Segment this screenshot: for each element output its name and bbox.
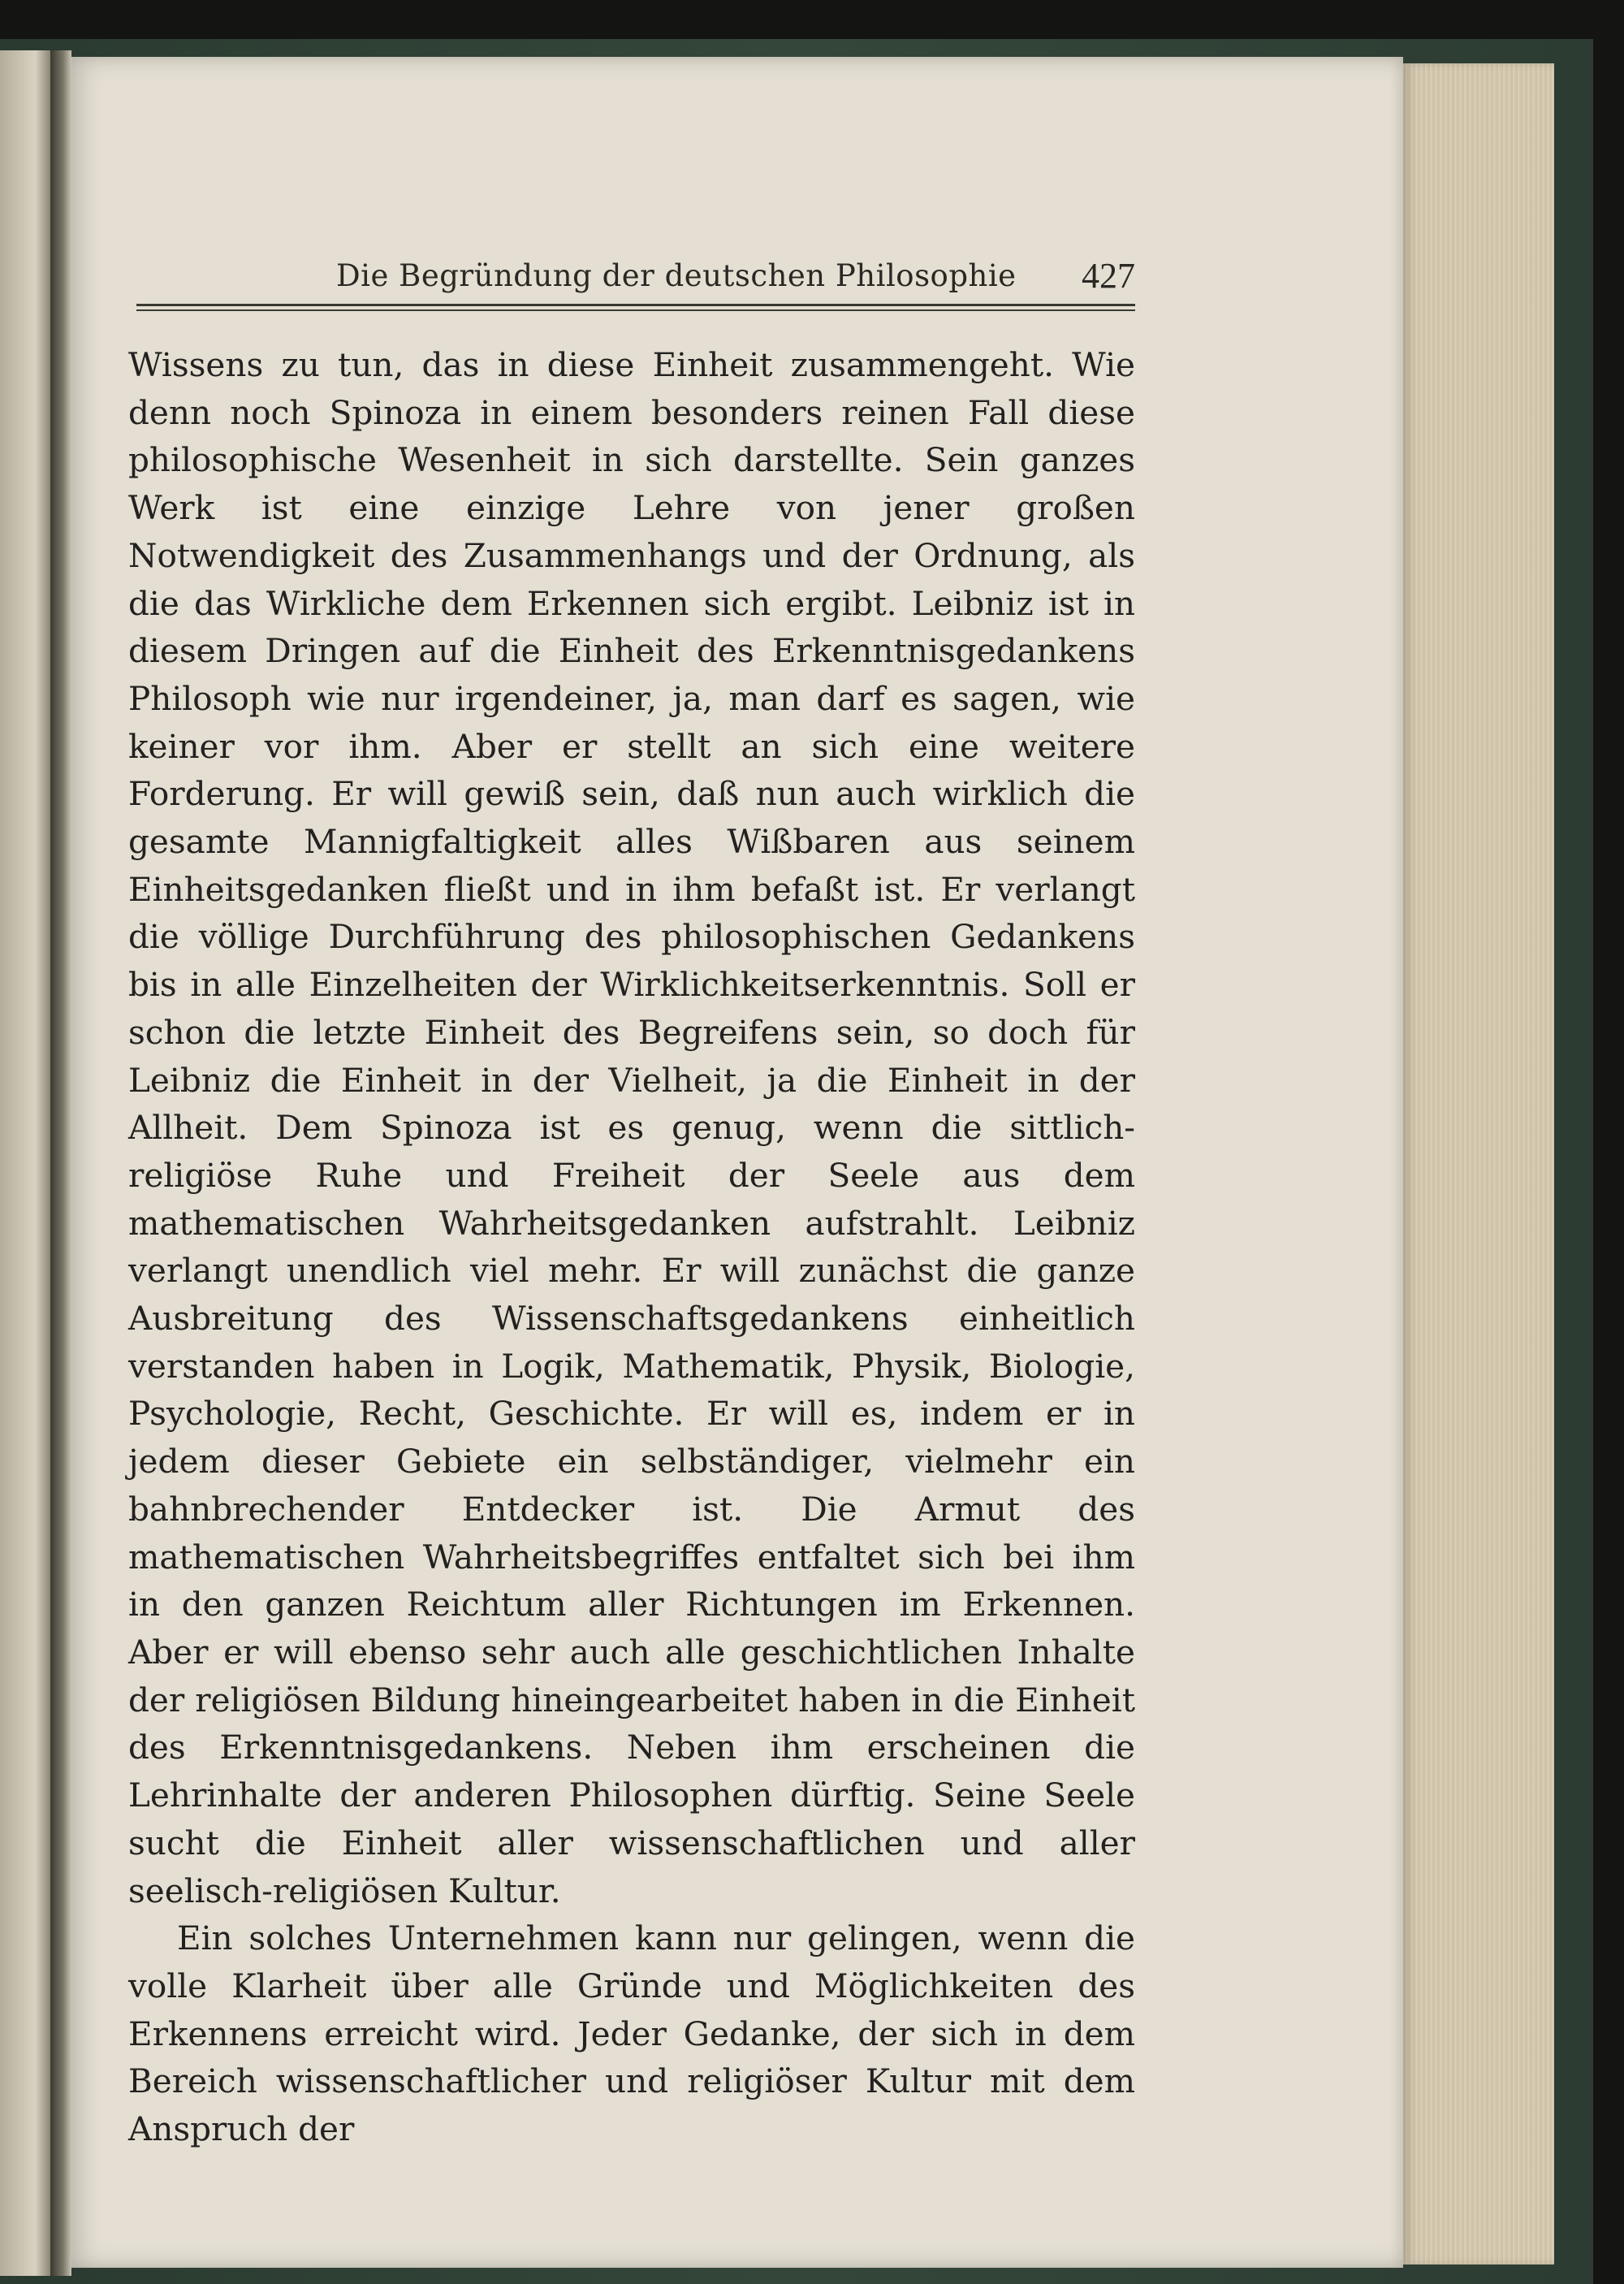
paragraph-1: Wissens zu tun, das in diese Einheit zusammengeht. Wie denn noch Spinoza in einem besonders reinen Fall diese philosophische Wesenheit in sich darstellte. Sein ganzes Werk ist eine einzige Lehre von jener großen Notwendigkeit des Zusammenhangs und der Ordnung, als die das Wirkliche dem Erkennen sich ergibt. Leibniz ist in diesem Dringen auf die Einheit des Erkenntnisgedankens Philosoph wie nur irgendeiner, ja, man darf es sagen, wie keiner vor ihm. Aber er stellt an sich eine weitere Forderung. Er will gewiß sein, daß nun auch wirklich die gesamte Mannigfaltigkeit alles Wißbaren aus seinem Einheitsgedanken fließt und in ihm befaßt ist. Er verlangt die völlige Durchführung des philosophischen Gedankens bis in alle Einzelheiten der Wirklichkeitserkenntnis. Soll er schon die letzte Einheit des Begreifens sein, so doch für Leibniz die Einheit in der Vielheit, ja die Einheit in der Allheit. Dem Spinoza ist es genug, wenn die sittlich-religiöse Ruhe und Freiheit der Seele aus dem mathematischen Wahrheitsgedanken aufstrahlt. Leibniz verlangt unendlich viel mehr. Er will zunächst die ganze Ausbreitung des Wissenschaftsgedankens einheitlich verstanden haben in Logik, Mathematik, Physik, Biologie, Psychologie, Recht, Geschichte. Er will es, indem er in jedem dieser Gebiete ein selbständiger, vielmehr ein bahnbrechender Entdecker ist. Die Armut des mathematischen Wahrheitsbegriffes entfaltet sich bei ihm in den ganzen Reichtum aller Richtungen im Erkennen. Aber er will ebenso sehr auch alle geschichtlichen Inhalte der religiösen Bildung hineingearbeitet haben in die Einheit des Erkenntnisgedankens. Neben ihm erscheinen die Lehrinhalte der anderen Philosophen dürftig. Seine Seele sucht die Einheit aller wissenschaftlichen und aller seelisch-religiösen Kultur.	[128, 345, 1135, 1910]
left-page-edge	[0, 50, 50, 2276]
page-header	[136, 258, 1135, 307]
paragraph-2: Ein solches Unternehmen kann nur gelingen, wenn die volle Klarheit über alle Gründe und Möglichkeiten des Erkennens erreicht wird. Jeder Gedanke, der sich in dem Bereich wissenschaftlicher und religiöser Kultur mit dem Anspruch der	[128, 1918, 1135, 2149]
header-rule-thick	[136, 304, 1135, 306]
page-block-edge	[1403, 63, 1554, 2265]
book-gutter	[50, 50, 71, 2276]
header-rule-thin	[136, 309, 1135, 311]
running-title: Die Begründung der deutschen Philosophie	[336, 258, 1017, 293]
page-number: 427	[1082, 256, 1135, 296]
body-text	[128, 341, 1135, 2153]
